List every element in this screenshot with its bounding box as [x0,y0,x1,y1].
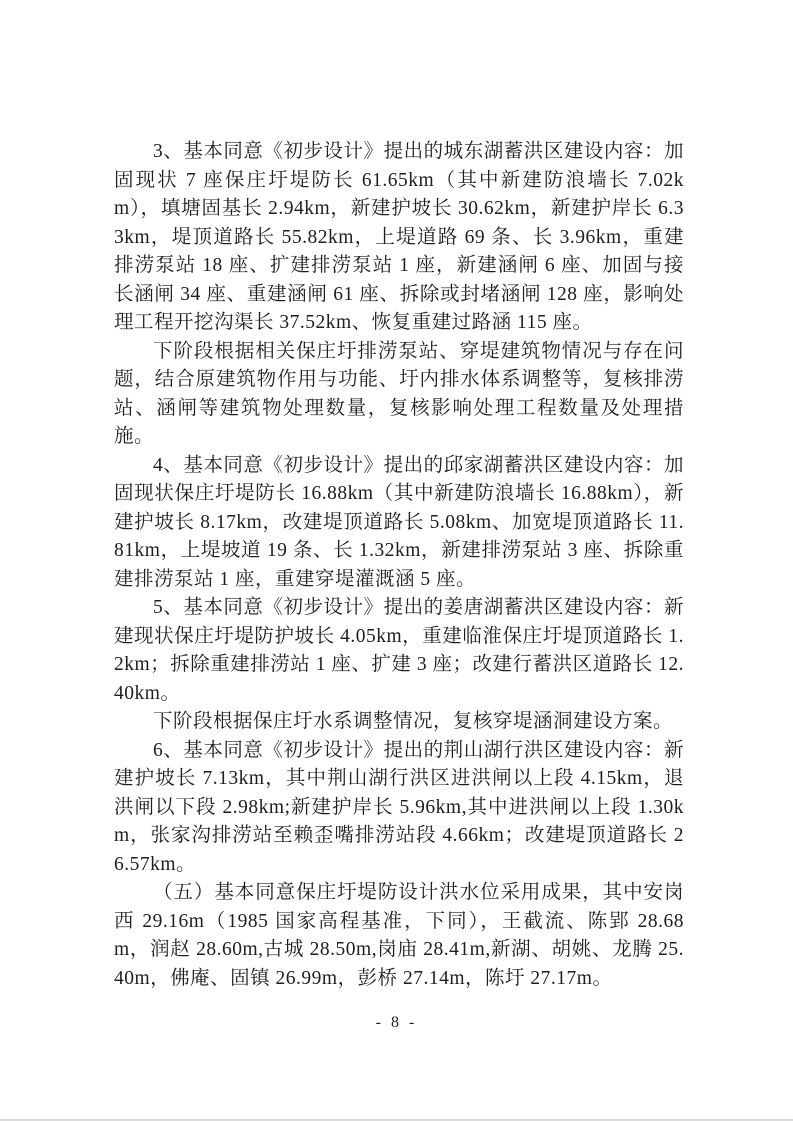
paragraph-item-5-jiangtanghu: 5、基本同意《初步设计》提出的姜唐湖蓄洪区建设内容：新建现状保庄圩堤防护坡长 4.05km，重建临淮保庄圩堤顶道路长 1.2km；拆除重建排涝站 1 座、扩建 3 座；改建行蓄洪区道路长 12.40km。 [114,597,684,704]
document-body [114,138,684,993]
paragraph-next-stage-note-2: 下阶段根据保庄圩水系调整情况，复核穿堤涵洞建设方案。 [153,711,674,732]
paragraph-item-4-qiujiahu: 4、基本同意《初步设计》提出的邱家湖蓄洪区建设内容：加固现状保庄圩堤防长 16.88km（其中新建防浪墙长 16.88km），新建护坡长 8.17km，改建堤顶道路长 5.08km、加宽堤顶道路长 11.81km，上堤坡道 19 条、长 1.32km，新建排涝泵站 3 座、拆除重建排涝泵站 1 座，重建穿堤灌溉涵 5 座。 [114,454,684,590]
paragraph-item-3-chengdonghu: 3、基本同意《初步设计》提出的城东湖蓄洪区建设内容：加固现状 7 座保庄圩堤防长 61.65km（其中新建防浪墙长 7.02km），填塘固基长 2.94km，新建护坡长 30.62km，新建护岸长 6.33km，堤顶道路长 55.82km，上堤道路 69 条、长 3.96km，重建排涝泵站 18 座、扩建排涝泵站 1 座，新建涵闸 6 座、加固与接长涵闸 34 座、重建涵闸 61 座、拆除或封堵涵闸 128 座，影响处理工程开挖沟渠长 37.52km、恢复重建过路涵 115 座。 [114,141,684,333]
paragraph-next-stage-note-1: 下阶段根据相关保庄圩排涝泵站、穿堤建筑物情况与存在问题，结合原建筑物作用与功能、圩内排水体系调整等，复核排涝站、涵闸等建筑物处理数量，复核影响处理工程数量及处理措施。 [114,340,684,447]
paragraph-item-wu-flood-levels: （五）基本同意保庄圩堤防设计洪水位采用成果，其中安岗西 29.16m（1985 国家高程基准，下同），王截流、陈郢 28.68m，润赵 28.60m,古城 28.50m,岗庙 28.41m,新湖、胡姚、龙腾 25.40m，佛庵、固镇 26.99m，彭桥 27.14m，陈圩 27.17m。 [114,882,684,989]
page-number: - 8 - [375,1014,418,1031]
paragraph-item-6-jingshanhu: 6、基本同意《初步设计》提出的荆山湖行洪区建设内容：新建护坡长 7.13km，其中荆山湖行洪区进洪闸以上段 4.15km，退洪闸以下段 2.98km;新建护岸长 5.96km,其中进洪闸以上段 1.30km，张家沟排涝站至赖歪嘴排涝站段 4.66km；改建堤顶道路长 26.57km。 [114,739,684,875]
